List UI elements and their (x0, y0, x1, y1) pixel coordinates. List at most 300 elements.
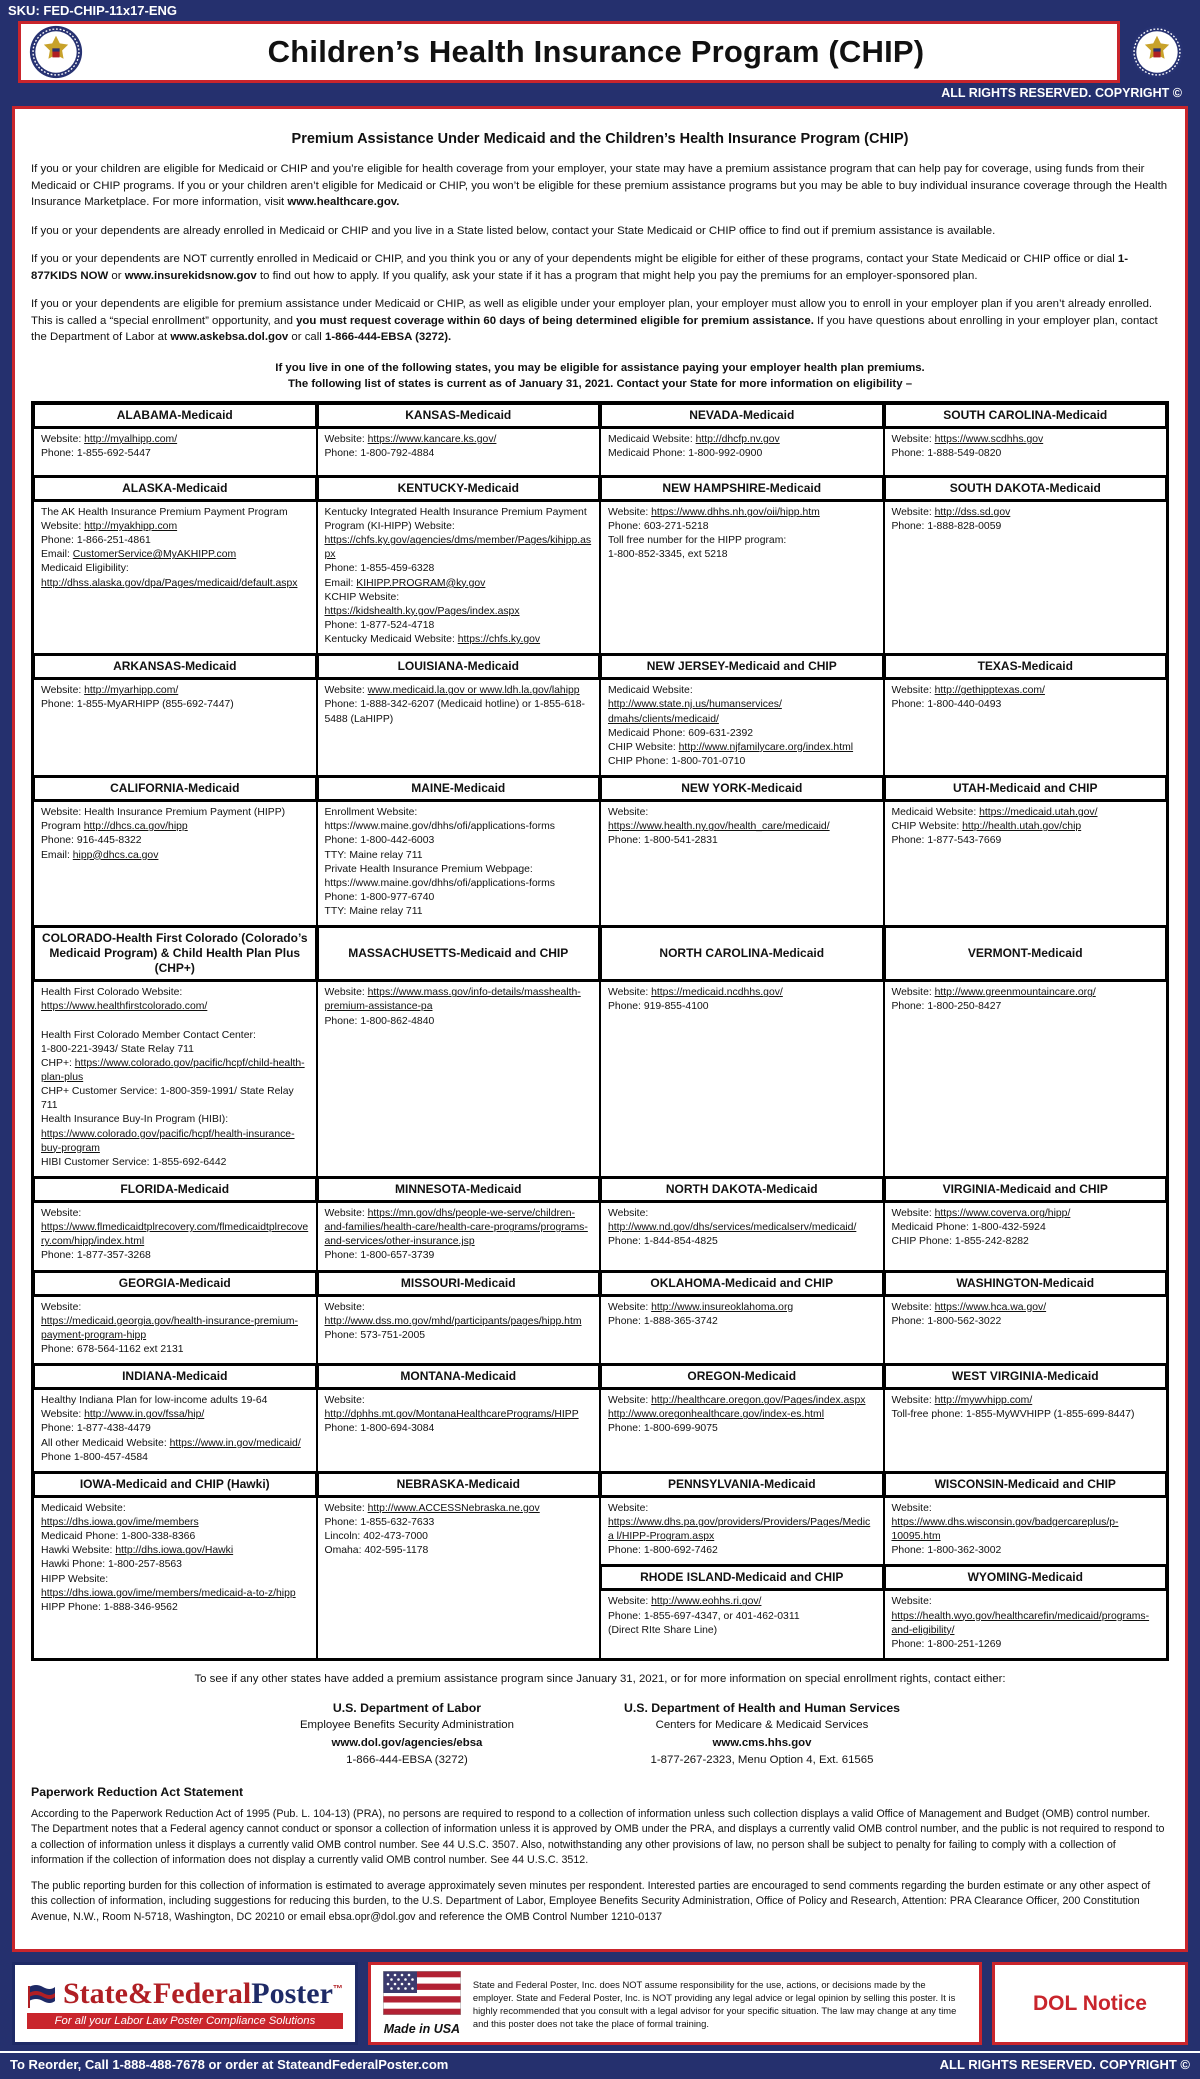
state-band (33, 1177, 1167, 1271)
link-text: http://myarhipp.com/ (84, 685, 179, 697)
state-info (317, 428, 601, 476)
department-url: www.dol.gov/agencies/ebsa (331, 1736, 483, 1749)
link-text: https://www.dhs.wisconsin.gov/badgercareplus/p-10095.htm (891, 1517, 1119, 1543)
info-line: Toll-free phone: 1-855-MyWVHIPP (1-855-699-8447) (891, 1409, 1135, 1421)
vendor-logo-left: State&Federal (63, 1976, 252, 2010)
link-text: https://chfs.ky.gov (457, 634, 541, 646)
state-info (884, 1590, 1168, 1659)
link-text: http://www.eohhs.ri.gov/ (651, 1596, 762, 1608)
poster-title: Children’s Health Insurance Program (CHIP) (267, 34, 925, 69)
info-line: Website: (608, 1208, 649, 1220)
made-in-usa (383, 1971, 461, 2036)
state-band (33, 1271, 1167, 1365)
banner-row (18, 21, 1184, 83)
info-line: Phone: 573-751-2005 (324, 1329, 426, 1341)
state-header: ALASKA-Medicaid (33, 476, 317, 501)
state-info (33, 1202, 317, 1271)
info-line: Omaha: 402-595-1178 (324, 1545, 429, 1557)
link-text: http://health.utah.gov/chip (962, 821, 1082, 833)
state-header: MONTANA-Medicaid (317, 1364, 601, 1389)
info-line: Phone: 1-800-694-3084 (324, 1423, 435, 1435)
info-line: Lincoln: 402-473-7000 (324, 1531, 428, 1543)
info-line: Hawki Phone: 1-800-257-8563 (41, 1559, 182, 1571)
made-in-usa-label: Made in USA (383, 2022, 461, 2037)
info-line: Medicaid Website: (41, 1502, 126, 1514)
state-header: SOUTH CAROLINA-Medicaid (884, 403, 1168, 428)
info-line: (Direct RIte Share Line) (608, 1624, 718, 1636)
pra-paragraph: The public reporting burden for this collection of information is estimated to average approximately seven minutes per respondent. Interested parties are encouraged to send comments regarding the burden estimate or any other aspect of this collection of information, including suggestions for reducing this burden, to the U.S. Department of Labor, Employee Benefits Security Administration, Office of Policy and Research, Attention: PRA Clearance Officer, 200 Constitution Avenue, N.W., Room N-5718, Washington, DC 20210 or email ebsa.opr@dol.gov and reference the OMB Control Number 1210-0137 (31, 1879, 1151, 1923)
state-header: IOWA-Medicaid and CHIP (Hawki) (33, 1472, 317, 1497)
state-header: WASHINGTON-Medicaid (884, 1271, 1168, 1296)
state-block (600, 1565, 884, 1659)
info-line: Health First Colorado Member Contact Center: (41, 1029, 256, 1041)
state-header: TEXAS-Medicaid (884, 654, 1168, 679)
link-text: CustomerService@MyAKHIPP.com (72, 549, 237, 561)
info-line: Website: https://www.hca.wa.gov/ (891, 1301, 1047, 1313)
copyright-line: ALL RIGHTS RESERVED. COPYRIGHT © (941, 86, 1182, 100)
notice-body (12, 106, 1188, 1952)
state-header: UTAH-Medicaid and CHIP (884, 776, 1168, 801)
state-header: WYOMING-Medicaid (884, 1565, 1168, 1590)
link-text: https://www.dhs.pa.gov/providers/Providers/Pages/Medica l/HIPP-Program.aspx (608, 1517, 871, 1543)
state-header: NEW YORK-Medicaid (600, 776, 884, 801)
link-text: https://www.colorado.gov/pacific/hcpf/child-health-plan-plus (41, 1057, 305, 1084)
sku-label: SKU: FED-CHIP-11x17-ENG (8, 3, 178, 18)
info-line: Phone: 1-877-543-7669 (891, 835, 1002, 847)
state-header: NEBRASKA-Medicaid (317, 1472, 601, 1497)
state-info (33, 428, 317, 476)
bottom-bar (0, 2051, 1200, 2079)
link-text: http://www.in.gov/fssa/hip/ (84, 1409, 205, 1421)
link-text: http://myakhipp.com (84, 520, 178, 532)
state-header: GEORGIA-Medicaid (33, 1271, 317, 1296)
state-info (600, 801, 884, 926)
info-line (325, 605, 593, 619)
info-line: Phone: 1-800-692-7462 (608, 1545, 718, 1557)
link-text: http://healthcare.oregon.gov/Pages/index.aspx (651, 1395, 866, 1407)
info-line: Private Health Insurance Premium Webpage: (324, 863, 533, 875)
info-line: CHIP Phone: 1-855-242-8282 (891, 1236, 1029, 1248)
info-line: CHP+: https://www.colorado.gov/pacific/hcpf/child-health-plan-plus (41, 1057, 305, 1084)
info-line: Phone 1-800-457-4584 (41, 1451, 148, 1463)
info-line: Phone: 1-855-MyARHIPP (855-692-7447) (41, 699, 234, 711)
state-info (600, 501, 884, 654)
dol-seal-icon (29, 25, 83, 79)
info-line: Phone: 1-800-251-1269 (891, 1638, 1002, 1650)
state-block (317, 1472, 601, 1659)
info-line: Website: https://www.kancare.ks.gov/ (324, 433, 497, 445)
vendor-tagline: For all your Labor Law Poster Compliance Solutions (27, 2013, 343, 2029)
state-header: NORTH DAKOTA-Medicaid (600, 1177, 884, 1202)
link-text: https://www.dhhs.nh.gov/oii/hipp.htm (651, 506, 820, 518)
link-text: https://www.kancare.ks.gov/ (367, 433, 497, 445)
link-text: https://www.healthfirstcolorado.com/ (41, 1001, 208, 1013)
link-text: https://kidshealth.ky.gov/Pages/index.aspx (324, 605, 520, 617)
info-line: Website: http://mywvhipp.com/ (891, 1395, 1033, 1407)
state-info (600, 679, 884, 776)
department-hhs (624, 1699, 900, 1769)
info-line: Website: http://gethipptexas.com/ (891, 685, 1045, 697)
info-line: Phone: 1-800-362-3002 (891, 1545, 1002, 1557)
state-info (600, 981, 884, 1177)
rights-reserved: ALL RIGHTS RESERVED. COPYRIGHT © (939, 2057, 1190, 2073)
department-name: U.S. Department of Health and Human Services (623, 1701, 901, 1715)
state-column (600, 1472, 884, 1659)
state-info (33, 501, 317, 654)
info-line: TTY: Maine relay 711 (324, 849, 423, 861)
info-line: Website: http://dss.sd.gov (891, 506, 1011, 518)
info-line (325, 534, 593, 562)
info-line: Website: (324, 1301, 365, 1313)
link-text: https://chfs.ky.gov/agencies/dms/member/Pages/kihipp.aspx (324, 535, 592, 561)
info-line: Website: http://healthcare.oregon.gov/Pages/index.aspx (608, 1395, 866, 1407)
state-info (884, 501, 1168, 654)
info-line: Website: https://www.dhs.pa.gov/providers/Providers/Pages/Medica l/HIPP-Program.aspx (608, 1502, 871, 1543)
intro-paragraph: If you or your dependents are eligible for premium assistance under Medicaid or CHIP, as well as eligible under your employer plan, your employer must allow you to enroll in your employer plan if you aren’t already enrolled. This is called a “special enrollment” opportunity, and you must request coverage within 60 days of being determined eligible for premium assistance. If you have questions about enrolling in your employer plan, contact the Department of Labor at www.askebsa.dol.gov or call 1-866-444-EBSA (3272). (31, 298, 1158, 344)
link-text: https://medicaid.georgia.gov/health-insurance-premium-payment-program-hipp (41, 1315, 299, 1341)
pra-paragraph: According to the Paperwork Reduction Act of 1995 (Pub. L. 104-13) (PRA), no persons are required to respond to a collection of information unless such collection displays a valid Office of Management and Budget (OMB) control number. The Department notes that a Federal agency cannot conduct or sponsor a collection of information unless it is approved by OMB under the PRA, and displays a currently valid OMB control number, and the public is not required to respond to a collection of information unless it displays a currently valid OMB control number. See 44 U.S.C. 3507. Also, notwithstanding any other provisions of law, no person shall be subject to penalty for failing to comply with a collection of information if the collection of information does not display a currently valid OMB control number. See 44 U.S.C. 3512. (31, 1807, 1165, 1867)
state-header: MASSACHUSETTS-Medicaid and CHIP (317, 926, 601, 981)
info-line: Phone: 919-855-4100 (608, 1001, 709, 1013)
state-column (884, 1472, 1168, 1659)
us-flag-icon (383, 1971, 461, 2015)
info-line: Website: http://www.in.gov/fssa/hip/ (41, 1409, 205, 1421)
state-header: KANSAS-Medicaid (317, 403, 601, 428)
state-info (317, 801, 601, 926)
link-text: https://www.flmedicaidtplrecovery.com/flmedicaidtplrecovery.com/hipp/index.html (41, 1222, 309, 1248)
department-url: www.cms.hhs.gov (712, 1736, 812, 1749)
intro-section (31, 161, 1169, 346)
state-header: RHODE ISLAND-Medicaid and CHIP (600, 1565, 884, 1590)
info-line: Phone: 1-800-792-4884 (324, 447, 435, 459)
link-text: http://dhss.alaska.gov/dpa/Pages/medicaid/default.aspx (41, 577, 298, 589)
info-line: Email: hipp@dhcs.ca.gov (41, 849, 159, 861)
state-info (317, 1389, 601, 1472)
info-line: Enrollment Website: (324, 807, 418, 819)
link-text: http://www.oregonhealthcare.gov/index-es.html (608, 1409, 825, 1421)
link-text: http://dhcfp.nv.gov (695, 433, 780, 445)
state-header: NEW HAMPSHIRE-Medicaid (600, 476, 884, 501)
link-text: https://medicaid.utah.gov/ (979, 807, 1098, 819)
state-header: NORTH CAROLINA-Medicaid (600, 926, 884, 981)
state-info (33, 1497, 317, 1659)
info-line: Health Insurance Buy-In Program (HIBI): (41, 1114, 229, 1126)
info-line: https://www.maine.gov/dhhs/ofi/applications-forms (324, 821, 555, 833)
state-info (33, 679, 317, 776)
info-line: Phone: 1-800-440-0493 (891, 699, 1002, 711)
state-info (33, 1389, 317, 1472)
state-info (884, 1202, 1168, 1271)
state-header: NEW JERSEY-Medicaid and CHIP (600, 654, 884, 679)
info-line: Phone: 1-855-632-7633 (324, 1517, 435, 1529)
link-text: http://www.greenmountaincare.org/ (934, 987, 1096, 999)
info-line (608, 698, 876, 726)
info-line: Email: CustomerService@MyAKHIPP.com (41, 549, 237, 561)
link-text: http://dhs.iowa.gov/Hawki (115, 1545, 234, 1557)
link-text: https://dhs.iowa.gov/ime/members (41, 1517, 199, 1529)
link-text: http://dhcs.ca.gov/hipp (83, 821, 188, 833)
info-line (41, 1015, 309, 1029)
state-header: CALIFORNIA-Medicaid (33, 776, 317, 801)
info-line (41, 1128, 309, 1156)
info-line: Medicaid Phone: 1-800-432-5924 (891, 1222, 1046, 1234)
info-line: CHIP Website: http://www.njfamilycare.org/index.html (608, 741, 854, 753)
state-info (884, 1497, 1168, 1566)
link-text: https://medicaid.ncdhhs.gov/ (651, 987, 783, 999)
info-line (608, 1221, 876, 1235)
info-line: Program http://dhcs.ca.gov/hipp (41, 821, 188, 833)
state-info (33, 801, 317, 926)
state-header: FLORIDA-Medicaid (33, 1177, 317, 1202)
state-info (317, 501, 601, 654)
info-line: Website: (41, 1301, 82, 1313)
state-band (33, 1472, 1167, 1659)
info-line (41, 1000, 309, 1014)
state-header: OREGON-Medicaid (600, 1364, 884, 1389)
state-header: LOUISIANA-Medicaid (317, 654, 601, 679)
contact-note: To see if any other states have added a premium assistance program since January 31, 2021, or for more information on special enrollment rights, contact either: (194, 1673, 1006, 1685)
departments (31, 1699, 1169, 1769)
info-line (41, 1516, 309, 1530)
info-line: Phone: 1-888-549-0820 (891, 447, 1002, 459)
info-line (41, 1315, 309, 1343)
info-line: Kentucky Medicaid Website: https://chfs.ky.gov (324, 634, 541, 646)
link-text: https://www.coverva.org/hipp/ (934, 1208, 1071, 1220)
title-banner (18, 21, 1120, 83)
state-header: SOUTH DAKOTA-Medicaid (884, 476, 1168, 501)
state-header: VERMONT-Medicaid (884, 926, 1168, 981)
info-line: Medicaid Website: https://medicaid.utah.gov/ (891, 807, 1098, 819)
info-line: Phone: 1-888-828-0059 (891, 520, 1002, 532)
info-line: Website: https://www.mass.gov/info-details/masshealth-premium-assistance-pa (324, 987, 581, 1013)
info-line: Phone: 1-866-251-4861 (41, 535, 151, 547)
state-header: NEVADA-Medicaid (600, 403, 884, 428)
info-line: Phone: 1-800-699-9075 (608, 1423, 718, 1435)
vendor-logo-box (12, 1962, 358, 2045)
link-text: https://www.health.ny.gov/health_care/medicaid/ (608, 821, 830, 833)
info-line: Website: http://www.insureoklahoma.org (608, 1301, 794, 1313)
state-band (33, 476, 1167, 654)
info-line: The AK Health Insurance Premium Payment Program (41, 506, 288, 518)
info-line: Phone: 1-800-657-3739 (324, 1250, 435, 1262)
state-info (317, 1497, 601, 1659)
info-line: Phone: 1-800-250-8427 (891, 1001, 1002, 1013)
info-line: Phone: 1-800-541-2831 (608, 835, 718, 847)
intro-paragraph: If you or your children are eligible for Medicaid or CHIP and you’re eligible for health coverage from your employer, your state may have a premium assistance program that can help pay for coverage, using funds from their Medicaid or CHIP programs. If you or your children aren’t eligible for Medicaid or CHIP, you won’t be eligible for these premium assistance programs but you may be able to buy individual insurance coverage through the Health Insurance Marketplace. For more information, visit www.healthcare.gov. (31, 163, 1168, 209)
info-line: HIBI Customer Service: 1-855-692-6442 (41, 1156, 227, 1168)
info-line: Kentucky Integrated Health Insurance Premium Payment Program (KI-HIPP) Website: (324, 506, 587, 532)
info-line: Website: https://www.scdhhs.gov (891, 433, 1044, 445)
info-line: Website: (608, 807, 649, 819)
info-line: Website: http://www.eohhs.ri.gov/ (608, 1596, 762, 1608)
info-line: 1-800-221-3943/ State Relay 711 (41, 1043, 194, 1055)
link-text: http://dphhs.mt.gov/MontanaHealthcarePrograms/HIPP (324, 1409, 579, 1421)
state-header: PENNSYLVANIA-Medicaid (600, 1472, 884, 1497)
state-info (317, 679, 601, 776)
state-info (600, 1296, 884, 1365)
info-line: Phone: 1-800-562-3022 (891, 1315, 1002, 1327)
state-info (317, 1296, 601, 1365)
state-info (600, 1497, 884, 1566)
link-text: https://www.colorado.gov/pacific/hcpf/health-insurance-buy-program (41, 1128, 295, 1154)
link-text: https://www.mass.gov/info-details/masshealth-premium-assistance-pa (324, 987, 581, 1013)
info-line (325, 1408, 593, 1422)
info-line: Phone: 1-855-459-6328 (324, 563, 435, 575)
info-line: Medicaid Phone: 1-800-992-0900 (608, 447, 763, 459)
reorder-info: To Reorder, Call 1-888-488-7678 or order at StateandFederalPoster.com (10, 2057, 449, 2073)
info-line: Health First Colorado Website: (41, 987, 183, 999)
info-line: Website: (324, 1395, 365, 1407)
info-line (325, 1315, 593, 1329)
info-line (608, 1408, 876, 1422)
info-line: Website: http://www.greenmountaincare.org/ (891, 987, 1096, 999)
state-info (317, 1202, 601, 1271)
state-band (33, 403, 1167, 476)
info-line (608, 820, 876, 834)
info-line: KCHIP Website: (324, 591, 400, 603)
state-info (317, 981, 601, 1177)
state-header: OKLAHOMA-Medicaid and CHIP (600, 1271, 884, 1296)
info-line: Website: https://medicaid.ncdhhs.gov/ (608, 987, 783, 999)
info-line: Email: KIHIPP.PROGRAM@ky.gov (324, 577, 486, 589)
info-line: Website: www.medicaid.la.gov or www.ldh.la.gov/lahipp (324, 685, 580, 697)
state-info (600, 1202, 884, 1271)
state-info (884, 1389, 1168, 1472)
info-line: Phone: 1-877-357-3268 (41, 1250, 151, 1262)
state-info (884, 1296, 1168, 1365)
link-text: http://mywvhipp.com/ (934, 1395, 1033, 1407)
state-band (33, 776, 1167, 926)
state-header: VIRGINIA-Medicaid and CHIP (884, 1177, 1168, 1202)
state-info (600, 1389, 884, 1472)
dol-notice-label: DOL Notice (1033, 1991, 1147, 2015)
info-line (41, 1221, 309, 1249)
info-line: Website: http://myalhipp.com/ (41, 433, 178, 445)
intro-paragraph: If you or your dependents are NOT currently enrolled in Medicaid or CHIP, and you think you or any of your dependents might be eligible for either of these programs, contact your State Medicaid or CHIP office or dial 1-877KIDS NOW or www.insurekidsnow.gov to find out how to apply. If you qualify, ask your state if it has a program that might help you pay the premiums for an employer-sponsored plan. (31, 253, 1129, 282)
info-line: Phone: 916-445-8322 (41, 835, 142, 847)
department-phone: 1-866-444-EBSA (3272) (346, 1753, 468, 1766)
info-line: Website: https://www.dhs.wisconsin.gov/badgercareplus/p-10095.htm (891, 1502, 1119, 1543)
link-text: https://dhs.iowa.gov/ime/members/medicaid-a-to-z/hipp (41, 1587, 296, 1599)
state-header: KENTUCKY-Medicaid (317, 476, 601, 501)
link-text: https://www.scdhhs.gov (934, 433, 1044, 445)
state-block (600, 1472, 884, 1566)
info-line: Toll free number for the HIPP program: (608, 535, 787, 547)
info-line: Medicaid Eligibility: (41, 563, 129, 575)
vendor-flag-icon (27, 1985, 57, 2009)
info-line: Phone: 1-844-854-4825 (608, 1236, 718, 1248)
states-note (31, 360, 1169, 393)
state-info (884, 428, 1168, 476)
info-line: CHP+ Customer Service: 1-800-359-1991/ State Relay 711 (41, 1086, 294, 1112)
state-band (33, 654, 1167, 776)
info-line: Website: https://www.dhhs.nh.gov/oii/hipp.htm (608, 506, 820, 518)
link-text: http://www.ACCESSNebraska.ne.gov (367, 1502, 540, 1514)
info-line: CHIP Website: http://health.utah.gov/chip (891, 821, 1082, 833)
intro-paragraph: If you or your dependents are already enrolled in Medicaid or CHIP and you live in a State listed below, contact your State Medicaid or CHIP office to find out if premium assistance is available. (31, 224, 996, 237)
info-line: Hawki Website: http://dhs.iowa.gov/Hawki (41, 1545, 234, 1557)
info-line: Medicaid Website: http://dhcfp.nv.gov (608, 433, 780, 445)
state-column (33, 1472, 317, 1659)
info-line: 1-800-852-3345, ext 5218 (608, 549, 728, 561)
info-line: Phone: 1-800-977-6740 (324, 891, 435, 903)
info-line: Website: https://mn.gov/dhs/people-we-serve/children-and-families/health-care/health-care-programs/programs-and-services/other-insurance.jsp (324, 1208, 588, 1248)
dol-notice-box (992, 1962, 1188, 2045)
state-info (33, 981, 317, 1177)
info-line: Medicaid Phone: 609-631-2392 (608, 727, 753, 739)
info-line: HIPP Phone: 1-888-346-9562 (41, 1601, 178, 1613)
states-table (31, 401, 1169, 1661)
info-line: https://www.maine.gov/dhhs/ofi/applications-forms (324, 877, 555, 889)
state-band (33, 926, 1167, 1177)
info-line: Website: http://www.ACCESSNebraska.ne.gov (324, 1502, 540, 1514)
footer-row (12, 1962, 1188, 2045)
info-line: Medicaid Phone: 1-800-338-8366 (41, 1531, 196, 1543)
info-line: Phone: 1-888-365-3742 (608, 1315, 718, 1327)
state-block (33, 1472, 317, 1659)
states-note-line: If you live in one of the following states, you may be eligible for assistance paying your employer health plan premiums. (275, 361, 925, 374)
state-block (884, 1565, 1168, 1659)
department-dol (300, 1699, 514, 1769)
info-line: TTY: Maine relay 711 (324, 906, 423, 918)
disclaimer-box (368, 1962, 982, 2045)
link-text: http://www.nd.gov/dhs/services/medicalserv/medicaid/ (608, 1222, 857, 1234)
vendor-logo-right: Poster (251, 1976, 333, 2010)
state-header: ALABAMA-Medicaid (33, 403, 317, 428)
info-line: Website: (41, 1208, 82, 1220)
info-line: Healthy Indiana Plan for low-income adults 19-64 (41, 1395, 268, 1407)
info-line: Phone: 1-877-524-4718 (324, 619, 435, 631)
link-text: http://www.insureoklahoma.org (651, 1301, 794, 1313)
state-info (884, 679, 1168, 776)
info-line: Phone: 1-888-342-6207 (Medicaid hotline) or 1-855-618-5488 (LaHIPP) (324, 699, 586, 725)
state-band (33, 1364, 1167, 1472)
states-note-line: The following list of states is current as of January 31, 2021. Contact your State for more information on eligibility – (287, 378, 913, 391)
link-text: http://dss.sd.gov (934, 506, 1011, 518)
vendor-logo (63, 1976, 343, 2010)
link-text: https://health.wyo.gov/healthcarefin/medicaid/programs-and-eligibility/ (891, 1610, 1150, 1636)
department-org: Employee Benefits Security Administration (299, 1719, 514, 1732)
state-header: MISSOURI-Medicaid (317, 1271, 601, 1296)
trademark-symbol: ™ (332, 1983, 343, 1995)
department-phone: 1-877-267-2323, Menu Option 4, Ext. 61565 (650, 1753, 874, 1766)
info-line: Phone: 1-855-692-5447 (41, 447, 151, 459)
info-line: Website: https://health.wyo.gov/healthcarefin/medicaid/programs-and-eligibility/ (891, 1596, 1150, 1636)
state-header: WISCONSIN-Medicaid and CHIP (884, 1472, 1168, 1497)
info-line: Phone: 1-800-862-4840 (324, 1015, 435, 1027)
state-info (600, 428, 884, 476)
state-info (884, 801, 1168, 926)
state-header: MAINE-Medicaid (317, 776, 601, 801)
dol-seal-icon (1130, 25, 1184, 79)
info-line: Phone: 603-271-5218 (608, 520, 709, 532)
department-name: U.S. Department of Labor (332, 1701, 482, 1715)
link-text: http://www.dss.mo.gov/mhd/participants/pages/hipp.htm (324, 1315, 582, 1327)
link-text: https://mn.gov/dhs/people-we-serve/children-and-families/health-care/health-care-programs/programs-and-services/other-insurance.jsp (324, 1208, 588, 1248)
link-text: hipp@dhcs.ca.gov (72, 849, 159, 861)
info-line: Phone: 678-564-1162 ext 2131 (41, 1344, 184, 1356)
state-header: INDIANA-Medicaid (33, 1364, 317, 1389)
info-line: Medicaid Website: (608, 685, 693, 697)
state-header: MINNESOTA-Medicaid (317, 1177, 601, 1202)
info-line: HIPP Website: https://dhs.iowa.gov/ime/members/medicaid-a-to-z/hipp (41, 1573, 296, 1599)
link-text: http://myalhipp.com/ (84, 433, 178, 445)
info-line: Website: http://myakhipp.com (41, 520, 178, 532)
link-text: www.medicaid.la.gov or www.ldh.la.gov/lahipp (367, 685, 580, 697)
link-text: http://www.njfamilycare.org/index.html (678, 741, 854, 753)
vendor-disclaimer: State and Federal Poster, Inc. does NOT assume responsibility for the use, actions, or decisions made by the employer. State and Federal Poster, Inc. is NOT providing any legal advice or legal opinion by selling this poster. It is highly recommended that you consult with a legal advisor for your specific situation. The law may change at any time and this poster does not take the place of formal training. (472, 1978, 957, 2030)
state-header: WEST VIRGINIA-Medicaid (884, 1364, 1168, 1389)
